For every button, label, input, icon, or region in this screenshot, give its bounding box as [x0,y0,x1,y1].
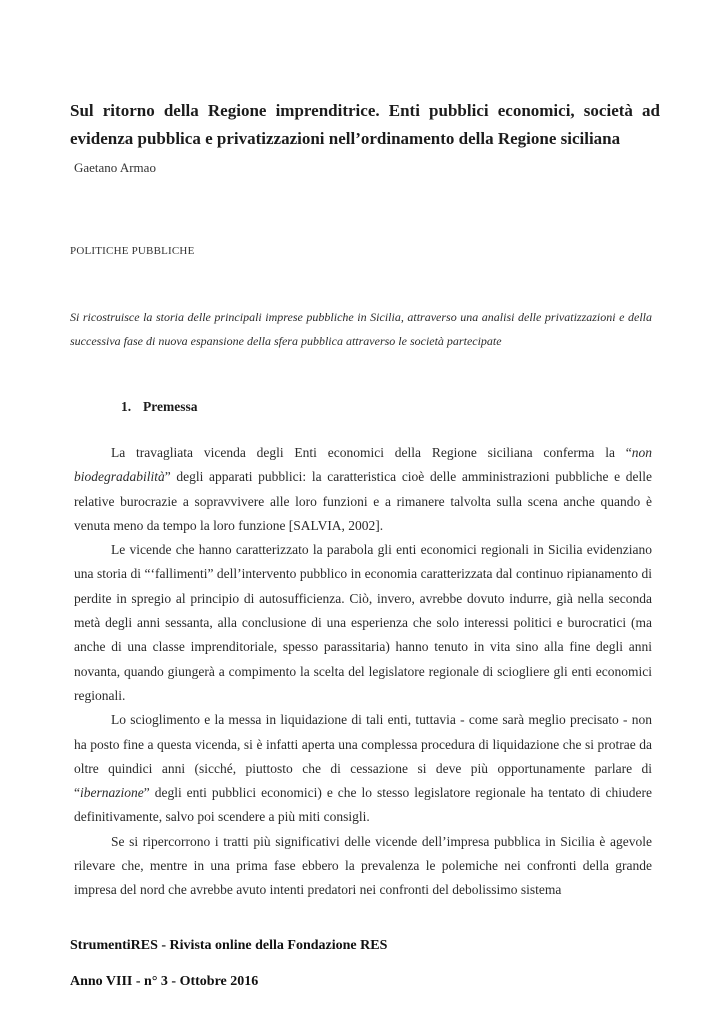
paragraph-1 [74,441,652,538]
footer-journal: StrumentiRES - Rivista online della Fondazione RES [70,938,388,953]
footer-issue: Anno VIII - n° 3 - Ottobre 2016 [70,974,259,989]
author-name: Gaetano Armao [74,160,156,175]
paragraph-3-part-a: Lo scioglimento e la messa in liquidazione di tali enti, tuttavia - come sarà meglio precisato - non ha posto fine a questa vicenda, si è infatti aperta una complessa procedura di liquidazione che si protrae da oltre quindici anni (sicché, piuttosto che di cessazione si deve più opportunamente parlare di “ [74,712,652,801]
paragraph-1-part-a: La travagliata vicenda degli Enti economici della Regione siciliana conferma la “ [111,445,632,460]
paragraph-1-part-b: ” degli apparati pubblici: la caratteristica cioè delle amministrazioni pubbliche e delle relative burocrazie a sopravvivere alle loro funzioni e a rimanere talvolta sulla scena anche quando è venuta meno da tempo la loro funzione [SALVIA, 2002]. [74,469,652,533]
paragraph-3-emphasis: ibernazione [80,785,144,801]
abstract: Si ricostruisce la storia delle principali imprese pubbliche in Sicilia, attraverso una analisi delle privatizzazioni e della successiva fase di nuova espansione della sfera pubblica attraverso le società partecipate [70,310,652,348]
paper-title: Sul ritorno della Regione imprenditrice. Enti pubblici economici, società ad evidenza pubblica e privatizzazioni nell’ordinamento della Regione siciliana [70,101,660,148]
paragraph-1-emphasis: non biodegradabilità [74,445,652,485]
paragraph-4: Se si ripercorrono i tratti più significativi delle vicende dell’impresa pubblica in Sicilia è agevole rilevare che, mentre in una prima fase ebbero la prevalenza le polemiche nei confronti della grande impresa del nord che avrebbe avuto intenti predatori nei confronti del debolissimo sistema [74,833,652,898]
section-heading [121,399,197,415]
body-text [74,441,652,903]
section-category: POLITICHE PUBBLICHE [70,245,195,257]
section-number: 1. [121,399,132,414]
paragraph-2: Le vicende che hanno caratterizzato la parabola gli enti economici regionali in Sicilia evidenziano una storia di “‘fallimenti” dell’intervento pubblico in economia caratterizzata dal continuo ripianamento di perdite in spregio al principio di autosufficienza. Ciò, invero, avrebbe dovuto indurre, già nella seconda metà degli anni sessanta, alla conclusione di una esperienza che solo interessi politici e burocratici (ma anche di una classe imprenditoriale, spesso parassitaria) hanno tenuto in vita sino alla fine degli anni novanta, quando giungerà a compimento la scelta del legislatore regionale di sciogliere gli enti economici regionali. [74,542,652,703]
paragraph-3-part-b: ” degli enti pubblici economici) e che lo stesso legislatore regionale ha tentato di chiudere definitivamente, salvo poi scendere a più miti consigli. [74,785,652,825]
section-heading-text: Premessa [143,399,198,414]
paragraph-3 [74,708,652,829]
